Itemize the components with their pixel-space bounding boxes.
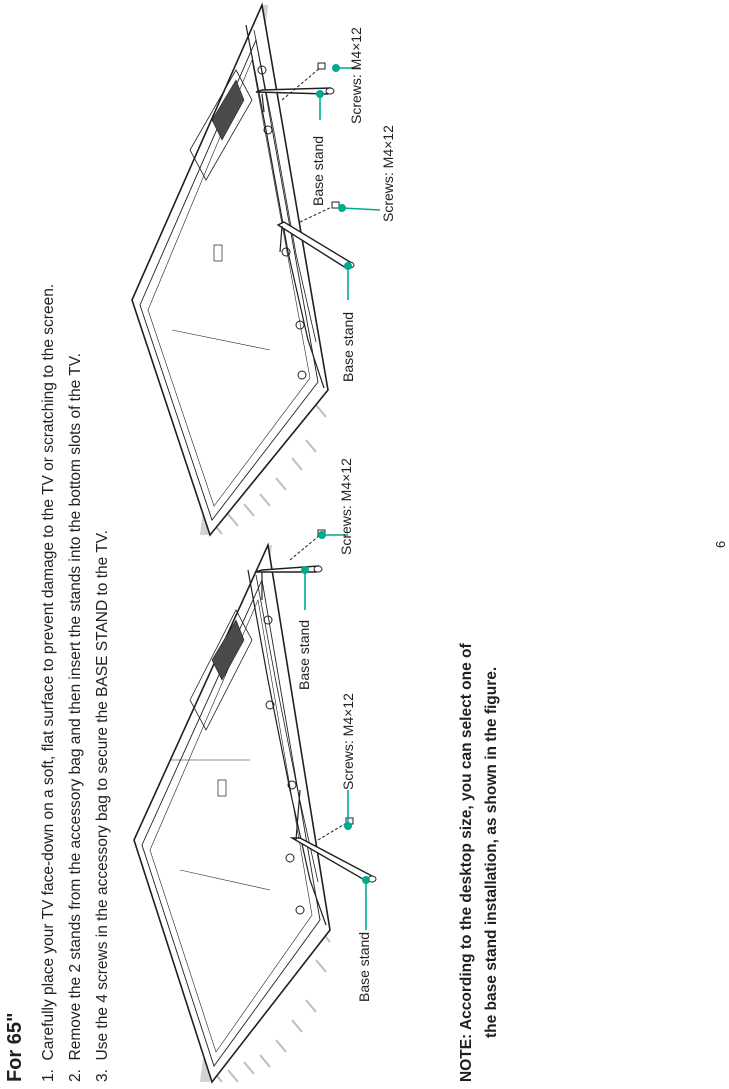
label-screws-lower-right: Screws: M4×12 [338, 458, 354, 555]
step-number: 2. [67, 1069, 84, 1082]
step-text: Use the 4 screws in the accessory bag to secure the BASE STAND to the TV. [94, 530, 111, 1061]
label-base-stand-lower-left: Base stand [356, 931, 372, 1002]
step-text: Carefully place your TV face-down on a soft, flat surface to prevent damage to the TV or scratching to the screen. [40, 283, 57, 1061]
label-screws-upper-right: Screws: M4×12 [348, 27, 364, 124]
tv-illustration-upper [132, 5, 354, 535]
label-base-stand-upper-left: Base stand [340, 311, 356, 382]
label-screws-lower-left: Screws: M4×12 [340, 693, 356, 790]
note-line-1: NOTE: According to the desktop size, you can select one of [458, 643, 475, 1082]
tv-illustration-lower [134, 530, 376, 1082]
label-screws-upper-left: Screws: M4×12 [380, 125, 396, 222]
step-number: 1. [40, 1069, 57, 1082]
page-title: For 65" [4, 1012, 26, 1082]
label-base-stand-lower-right: Base stand [296, 619, 312, 690]
page-number: 6 [713, 540, 728, 548]
label-base-stand-upper-right: Base stand [310, 135, 326, 206]
step-number: 3. [94, 1069, 111, 1082]
note-line-2: the base stand installation, as shown in the figure. [483, 666, 500, 1038]
step-text: Remove the 2 stands from the accessory bag and then insert the stands into the bottom slots of the TV. [67, 353, 84, 1061]
